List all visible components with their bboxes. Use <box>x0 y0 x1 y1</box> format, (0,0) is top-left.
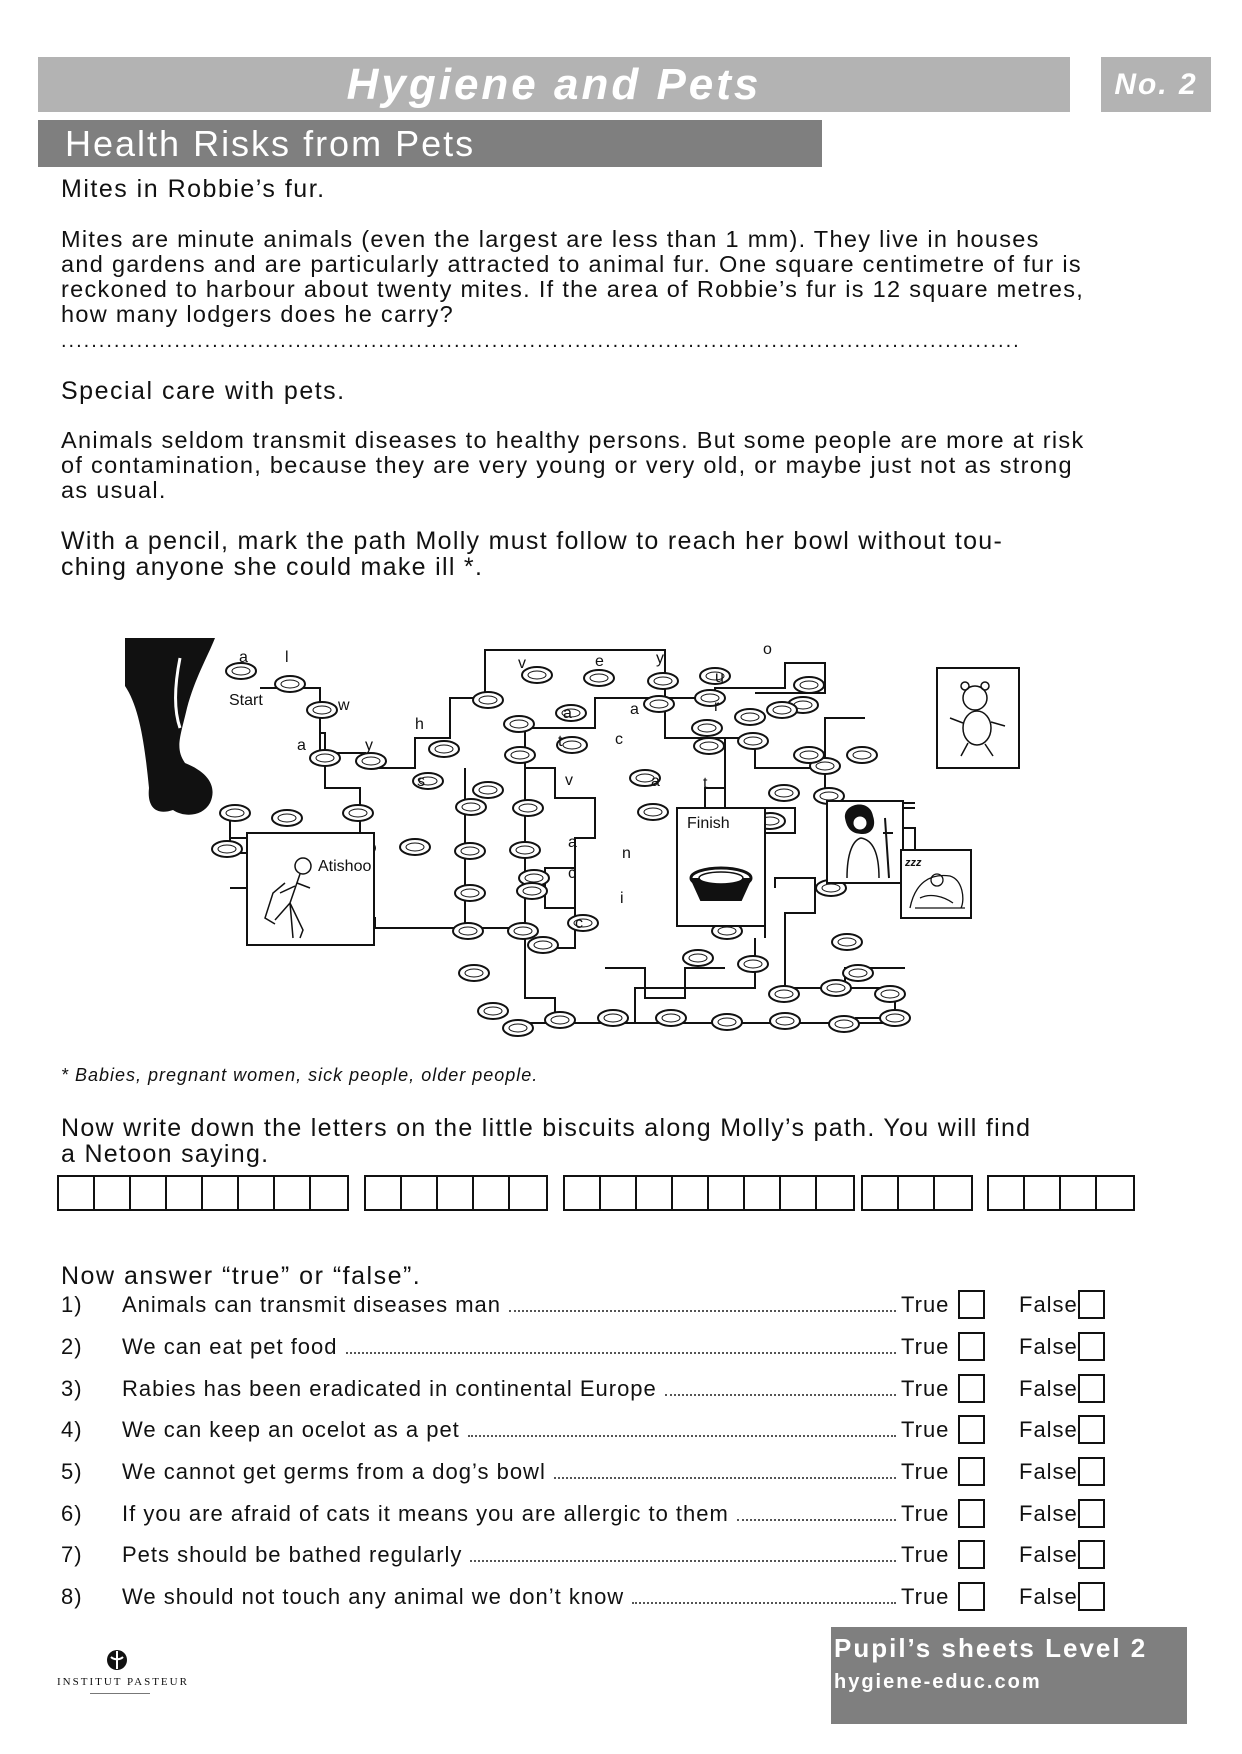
false-checkbox[interactable] <box>1078 1332 1105 1361</box>
pasteur-logo-icon <box>105 1648 129 1672</box>
question-number: 3) <box>61 1376 83 1401</box>
false-label: False <box>1019 1501 1078 1526</box>
letter-box[interactable] <box>1025 1177 1061 1209</box>
paw-icon <box>125 638 215 815</box>
leader-dots <box>554 1476 896 1479</box>
biscuit-pattern <box>465 969 483 977</box>
biscuit-pattern <box>461 847 479 855</box>
saying-line: Now write down the letters on the little biscuits along Molly’s path. You will find <box>61 1114 1032 1142</box>
biscuit-pattern <box>461 889 479 897</box>
biscuit-pattern <box>362 757 380 765</box>
biscuit-pattern <box>776 1017 794 1025</box>
maze-letter: a <box>563 705 572 722</box>
leader-dots <box>468 1434 896 1437</box>
true-checkbox[interactable] <box>958 1415 985 1444</box>
true-label: True <box>901 1501 950 1526</box>
question-text: We can eat pet food <box>122 1334 338 1359</box>
letter-box[interactable] <box>402 1177 438 1209</box>
biscuit-pattern <box>644 808 662 816</box>
biscuit-pattern <box>316 754 334 762</box>
biscuit-pattern <box>226 809 244 817</box>
maze-letter: a <box>239 649 248 666</box>
biscuit-pattern <box>528 671 546 679</box>
leader-dots <box>737 1518 896 1521</box>
maze-letter: a <box>630 701 639 718</box>
letter-box[interactable] <box>863 1177 899 1209</box>
letter-box[interactable] <box>167 1177 203 1209</box>
biscuit-pattern <box>744 960 762 968</box>
maze-letter: h <box>415 716 424 733</box>
maze-letter: e <box>595 653 604 670</box>
maze-letter: y <box>365 737 373 754</box>
sleep-icon: zzz <box>905 857 922 869</box>
letter-box[interactable] <box>565 1177 601 1209</box>
maze-letter: a <box>297 737 306 754</box>
true-label: True <box>901 1542 950 1567</box>
leader-dots <box>632 1601 896 1604</box>
question-number: 6) <box>61 1501 83 1526</box>
question-number: 1) <box>61 1292 83 1317</box>
true-label: True <box>901 1292 950 1317</box>
maze-letter: v <box>565 772 573 789</box>
true-checkbox[interactable] <box>958 1332 985 1361</box>
letter-box[interactable] <box>745 1177 781 1209</box>
false-label: False <box>1019 1292 1078 1317</box>
biscuit-pattern <box>773 706 791 714</box>
biscuit-pattern <box>278 814 296 822</box>
biscuit-pattern <box>514 927 532 935</box>
true-checkbox[interactable] <box>958 1374 985 1403</box>
false-label: False <box>1019 1376 1078 1401</box>
maze-letter: o <box>763 641 772 658</box>
biscuit-pattern <box>479 696 497 704</box>
biscuit-pattern <box>820 792 838 800</box>
biscuit-pattern <box>800 751 818 759</box>
letter-box[interactable] <box>474 1177 510 1209</box>
question-text: We can keep an ocelot as a pet <box>122 1417 460 1442</box>
biscuit-pattern <box>827 984 845 992</box>
biscuit-pattern <box>822 884 840 892</box>
biscuit-pattern <box>510 720 528 728</box>
biscuit-pattern <box>563 741 581 749</box>
biscuit-pattern <box>525 874 543 882</box>
question-number: 2) <box>61 1334 83 1359</box>
special-care-line: Animals seldom transmit diseases to healthy persons. But some people are more at risk <box>61 427 1085 453</box>
maze-letter: n <box>622 845 631 862</box>
maze-letter: y <box>656 650 664 667</box>
letter-box[interactable] <box>637 1177 673 1209</box>
biscuit-pattern <box>484 1007 502 1015</box>
true-checkbox[interactable] <box>958 1540 985 1569</box>
biscuit-pattern <box>435 745 453 753</box>
true-checkbox[interactable] <box>958 1290 985 1319</box>
maze-letter: c <box>615 731 623 748</box>
biscuit-pattern <box>886 1014 904 1022</box>
maze-letter: r <box>714 698 720 715</box>
sick-person-box <box>247 833 374 945</box>
sheet-number: No. 2 <box>1101 57 1211 112</box>
false-checkbox[interactable] <box>1078 1582 1105 1611</box>
quiz-question <box>61 1292 1121 1322</box>
mites-line: Mites are minute animals (even the largest are less than 1 mm). They live in houses <box>61 226 1040 252</box>
question-number: 7) <box>61 1542 83 1567</box>
quiz-question <box>61 1334 1121 1364</box>
finish-label: Finish <box>687 815 730 832</box>
false-checkbox[interactable] <box>1078 1290 1105 1319</box>
logo-divider <box>90 1693 150 1694</box>
section-title: Health Risks from Pets <box>38 120 822 167</box>
biscuit-pattern <box>654 677 672 685</box>
letter-box[interactable] <box>899 1177 935 1209</box>
biscuit-pattern <box>604 1014 622 1022</box>
false-checkbox[interactable] <box>1078 1540 1105 1569</box>
letter-box[interactable] <box>601 1177 637 1209</box>
mites-line: reckoned to harbour about twenty mites. If the area of Robbie’s fur is 12 square metres, <box>61 276 1085 302</box>
biscuit-pattern <box>509 1024 527 1032</box>
atishoo-label: Atishoo <box>318 858 372 875</box>
biscuit-pattern <box>718 1018 736 1026</box>
question-text: We should not touch any animal we don’t know <box>122 1584 625 1609</box>
letter-box[interactable] <box>366 1177 402 1209</box>
letter-box[interactable] <box>709 1177 745 1209</box>
saying-line: a Netoon saying. <box>61 1140 270 1168</box>
biscuit-pattern <box>689 954 707 962</box>
true-label: True <box>901 1459 950 1484</box>
biscuit-pattern <box>349 809 367 817</box>
instruction-line: With a pencil, mark the path Molly must follow to reach her bowl without tou- <box>61 527 1004 555</box>
quiz-question <box>61 1417 1121 1447</box>
biscuit-pattern <box>459 927 477 935</box>
letter-box[interactable] <box>1097 1177 1133 1209</box>
maze-letter: t <box>703 775 708 792</box>
biscuit-pattern <box>853 751 871 759</box>
answer-line[interactable]: ............................................................................................................................... <box>61 330 1021 352</box>
true-checkbox[interactable] <box>958 1582 985 1611</box>
question-text: Pets should be bathed regularly <box>122 1542 463 1567</box>
maze-letter: u <box>715 669 724 686</box>
biscuit-pattern <box>313 706 331 714</box>
quiz-question <box>61 1542 1121 1572</box>
false-label: False <box>1019 1459 1078 1484</box>
letter-box[interactable] <box>59 1177 95 1209</box>
biscuit-pattern <box>534 941 552 949</box>
biscuit-pattern <box>281 680 299 688</box>
biscuit-pattern <box>838 938 856 946</box>
bowl-icon <box>691 868 751 900</box>
pasteur-logo-text: INSTITUT PASTEUR <box>57 1676 189 1688</box>
biscuit-pattern <box>741 713 759 721</box>
question-text: If you are afraid of cats it means you are allergic to them <box>122 1501 729 1526</box>
true-checkbox[interactable] <box>958 1457 985 1486</box>
false-checkbox[interactable] <box>1078 1457 1105 1486</box>
maze-letter: c <box>575 915 583 932</box>
false-checkbox[interactable] <box>1078 1374 1105 1403</box>
biscuit-pattern <box>775 990 793 998</box>
website-link[interactable]: hygiene-educ.com <box>834 1671 1042 1693</box>
maze-letter: v <box>518 655 526 672</box>
maze-illustration[interactable] <box>125 638 1025 1063</box>
true-label: True <box>901 1376 950 1401</box>
quiz-question <box>61 1376 1121 1406</box>
question-text: We cannot get germs from a dog’s bowl <box>122 1459 546 1484</box>
leader-dots <box>665 1393 896 1396</box>
letter-box[interactable] <box>311 1177 347 1209</box>
question-number: 5) <box>61 1459 83 1484</box>
letter-box-group[interactable] <box>364 1175 548 1211</box>
letter-box-group[interactable] <box>987 1175 1135 1211</box>
true-checkbox[interactable] <box>958 1499 985 1528</box>
quiz-question <box>61 1459 1121 1489</box>
false-label: False <box>1019 1334 1078 1359</box>
false-label: False <box>1019 1417 1078 1442</box>
biscuit-pattern <box>698 724 716 732</box>
letter-box-group[interactable] <box>861 1175 973 1211</box>
mites-paragraph <box>61 227 1211 327</box>
biscuit-pattern <box>881 990 899 998</box>
mites-line: how many lodgers does he carry? <box>61 301 454 327</box>
mites-heading: Mites in Robbie’s fur. <box>61 175 326 203</box>
start-label: Start <box>229 692 263 709</box>
letter-box[interactable] <box>203 1177 239 1209</box>
biscuit-pattern <box>551 1016 569 1024</box>
maze-letter: a <box>651 773 660 790</box>
quiz-question <box>61 1501 1121 1531</box>
special-care-paragraph <box>61 428 1211 503</box>
biscuit-pattern <box>479 786 497 794</box>
true-label: True <box>901 1334 950 1359</box>
letter-box[interactable] <box>438 1177 474 1209</box>
biscuit-pattern <box>744 737 762 745</box>
letter-box[interactable] <box>781 1177 817 1209</box>
biscuit-pattern <box>519 804 537 812</box>
letter-box[interactable] <box>95 1177 131 1209</box>
letter-box[interactable] <box>1061 1177 1097 1209</box>
question-text: Rabies has been eradicated in continental Europe <box>122 1376 657 1401</box>
biscuit-pattern <box>662 1014 680 1022</box>
maze-letter: w <box>338 697 350 714</box>
biscuit-pattern <box>406 843 424 851</box>
biscuit-pattern <box>523 887 541 895</box>
letter-box[interactable] <box>673 1177 709 1209</box>
letter-box-group[interactable] <box>563 1175 855 1211</box>
biscuit-pattern <box>835 1020 853 1028</box>
question-text: Animals can transmit diseases man <box>122 1292 502 1317</box>
baby-box <box>937 668 1019 768</box>
saying-instruction <box>61 1115 1211 1167</box>
letter-box[interactable] <box>817 1177 853 1209</box>
biscuit-pattern <box>516 846 534 854</box>
letter-box[interactable] <box>510 1177 546 1209</box>
biscuit-pattern <box>590 674 608 682</box>
leader-dots <box>346 1351 896 1354</box>
letter-box[interactable] <box>935 1177 971 1209</box>
question-number: 8) <box>61 1584 83 1609</box>
biscuit-pattern <box>775 789 793 797</box>
biscuit-pattern <box>462 803 480 811</box>
footnote: * Babies, pregnant women, sick people, older people. <box>61 1065 539 1085</box>
quiz-question <box>61 1584 1121 1614</box>
biscuit-pattern <box>816 762 834 770</box>
true-label: True <box>901 1417 950 1442</box>
maze-letter: t <box>558 733 563 750</box>
letter-box[interactable] <box>989 1177 1025 1209</box>
page-title: Hygiene and Pets <box>346 60 762 109</box>
maze-letter: i <box>620 890 624 907</box>
special-care-line: of contamination, because they are very young or very old, or maybe just not as strong <box>61 452 1073 478</box>
maze-letter: a <box>568 834 577 851</box>
biscuit-pattern <box>218 845 236 853</box>
false-label: False <box>1019 1584 1078 1609</box>
quiz-heading: Now answer “true” or “false”. <box>61 1262 422 1290</box>
biscuit-pattern <box>511 751 529 759</box>
letter-box[interactable] <box>275 1177 311 1209</box>
mites-line: and gardens and are particularly attracted to animal fur. One square centimetre of fur is <box>61 251 1082 277</box>
false-checkbox[interactable] <box>1078 1499 1105 1528</box>
biscuit-pattern <box>232 667 250 675</box>
biscuit-pattern <box>849 969 867 977</box>
special-care-line: as usual. <box>61 477 167 503</box>
maze-letter: c <box>568 865 576 882</box>
leader-dots <box>470 1559 896 1562</box>
false-checkbox[interactable] <box>1078 1415 1105 1444</box>
maze-letter: s <box>417 773 425 790</box>
biscuit-pattern <box>700 742 718 750</box>
leader-dots <box>509 1309 896 1312</box>
letter-box-group[interactable] <box>57 1175 349 1211</box>
letter-box[interactable] <box>131 1177 167 1209</box>
biscuit-pattern <box>718 927 736 935</box>
maze-instruction <box>61 528 1211 580</box>
biscuit-pattern <box>800 681 818 689</box>
question-number: 4) <box>61 1417 83 1442</box>
letter-box[interactable] <box>239 1177 275 1209</box>
level-label: Pupil’s sheets Level 2 <box>834 1633 1148 1663</box>
special-care-heading: Special care with pets. <box>61 377 346 405</box>
true-label: True <box>901 1584 950 1609</box>
instruction-line: ching anyone she could make ill *. <box>61 553 484 581</box>
false-label: False <box>1019 1542 1078 1567</box>
maze-letter: l <box>285 649 289 666</box>
biscuit-pattern <box>650 700 668 708</box>
